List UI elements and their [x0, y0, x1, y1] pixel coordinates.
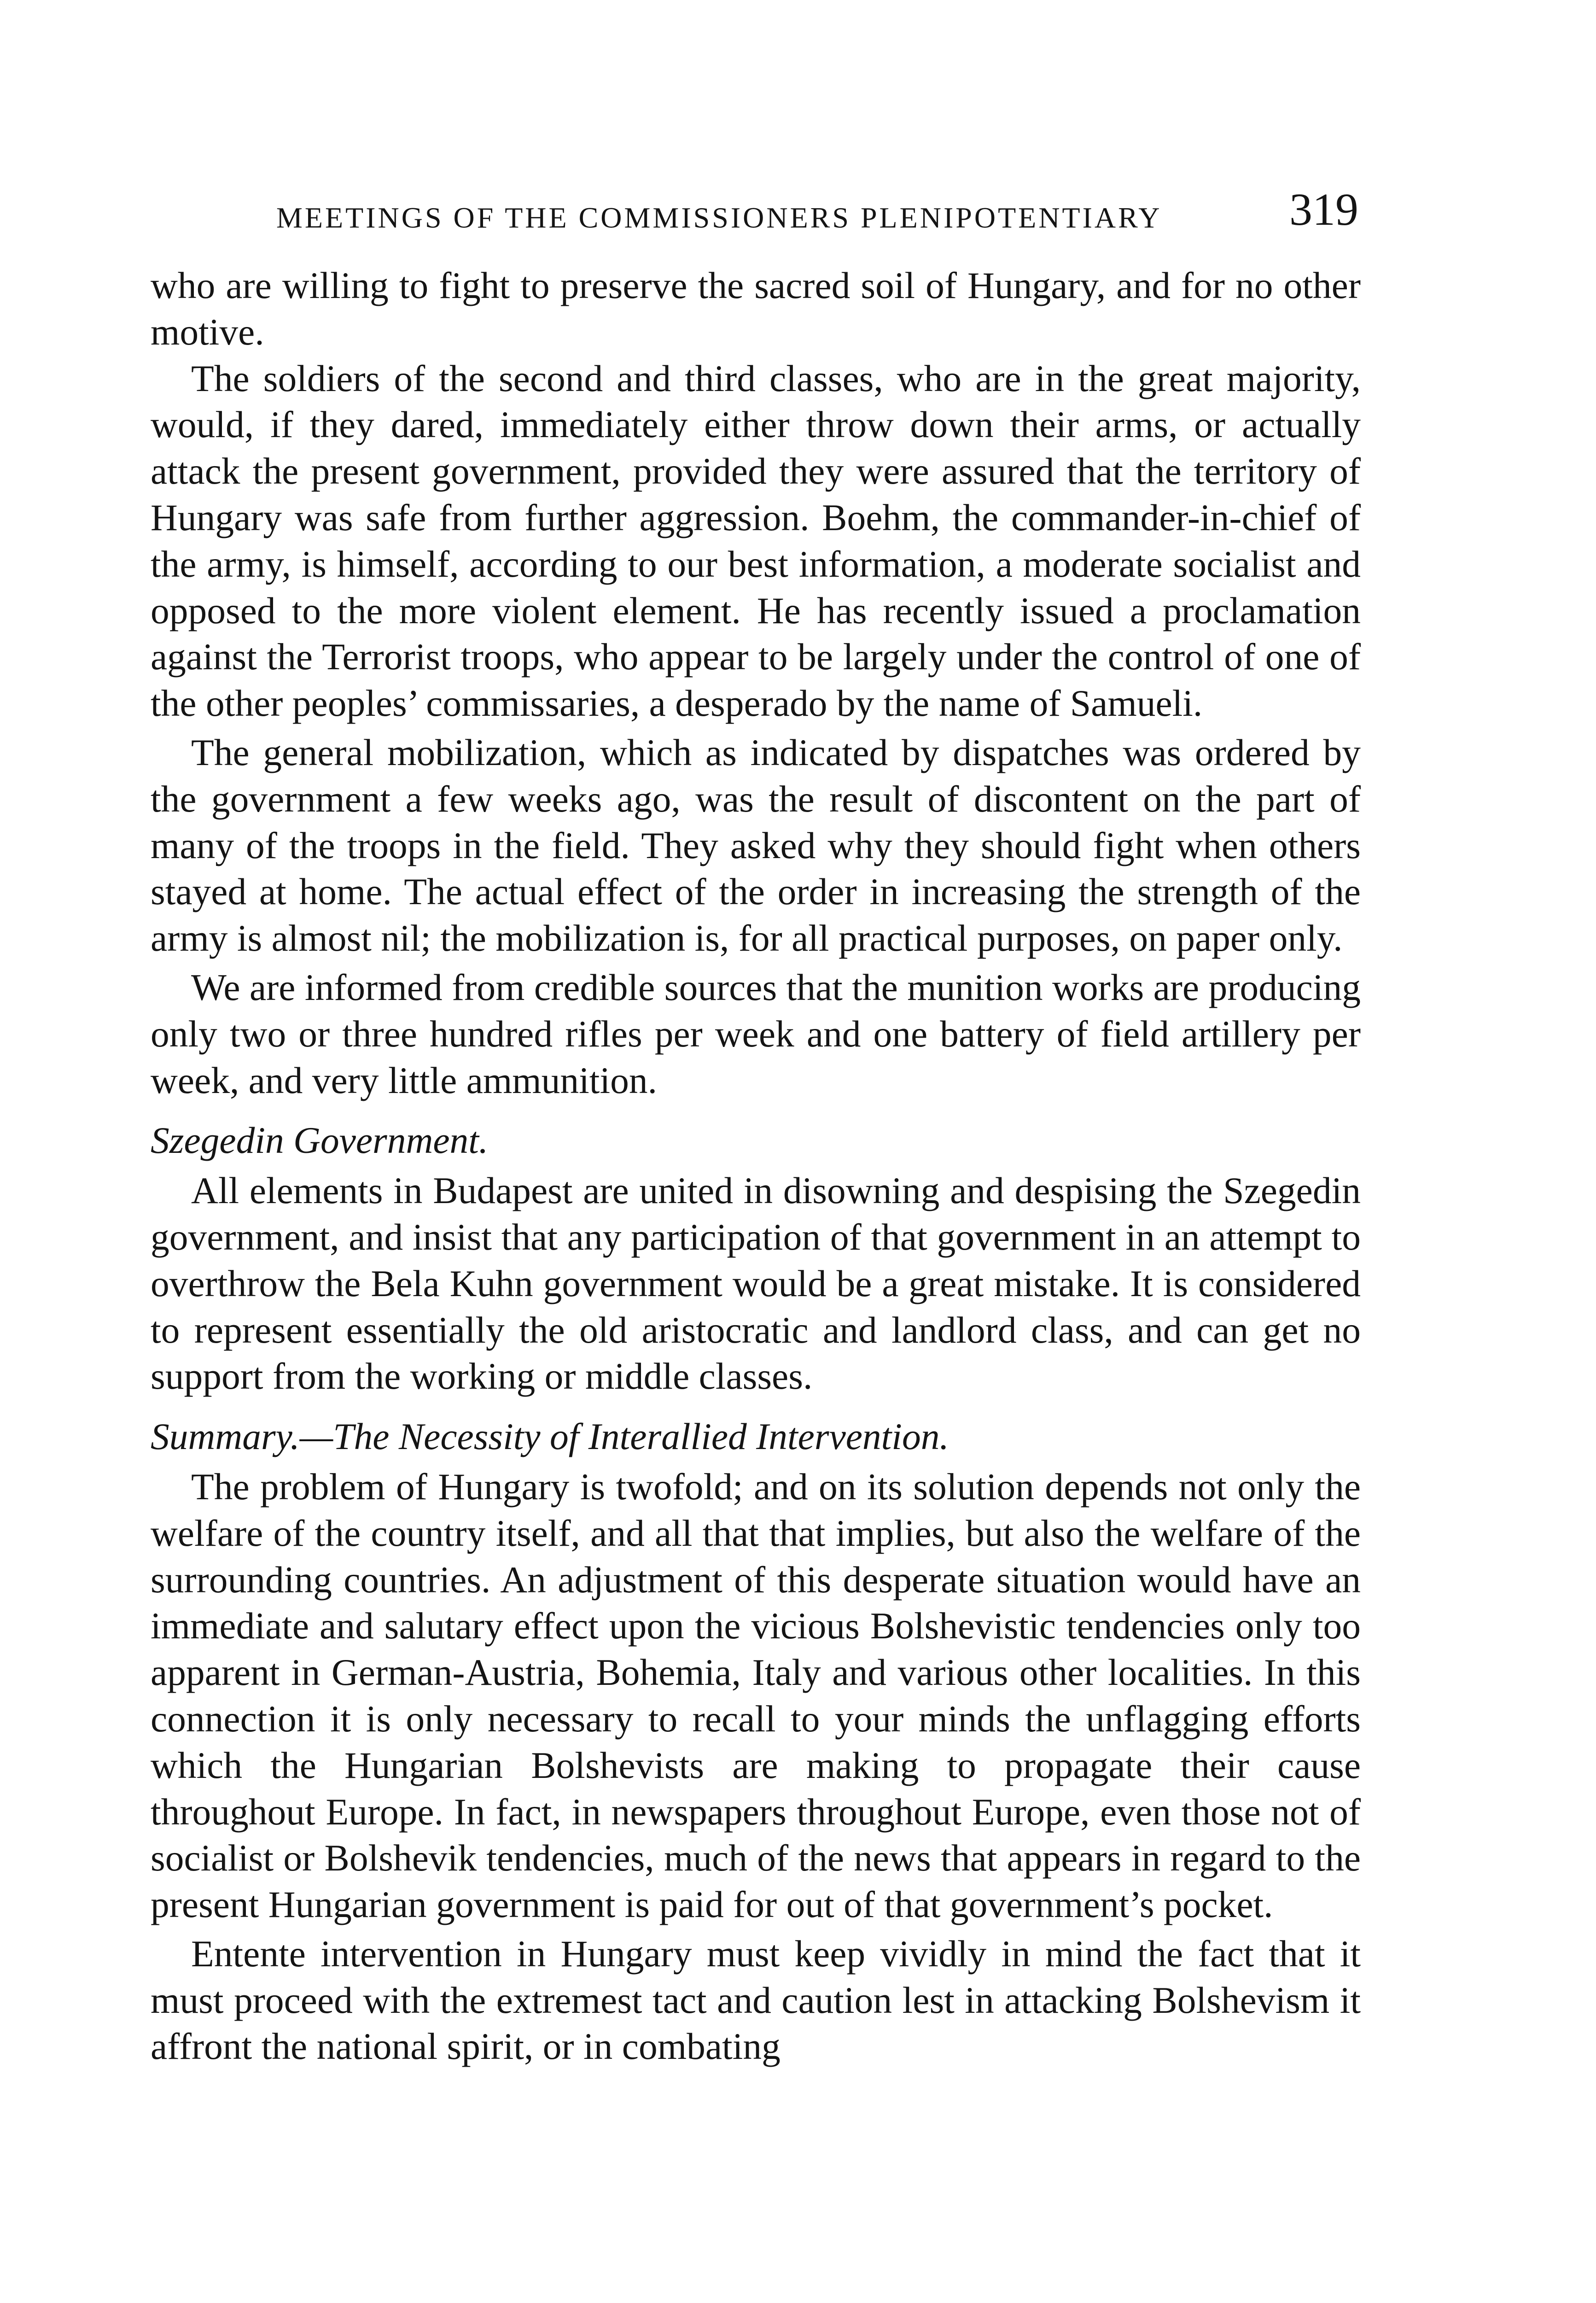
paragraph-munitions: We are informed from credible sources that the munition works are producing only two or three hundred rifles per week and one battery of field artillery per week, and very little ammunition. — [151, 966, 1361, 1101]
running-header — [272, 182, 1358, 246]
paragraph-continuation: who are willing to fight to preserve the sacred soil of Hungary, and for no other motive. — [151, 264, 1361, 353]
paragraph-summary-intervention: Entente intervention in Hungary must keep vividly in mind the fact that it must proceed with the extremest tact and caution lest in attacking Bolshevism it affront the national spirit, or in combating — [151, 1932, 1361, 2068]
paragraph-mobilization: The general mobilization, which as indicated by dispatches was ordered by the government a few weeks ago, was the result of discontent on the part of many of the troops in the field. They asked why they should fight when others stayed at home. The actual effect of the order in increasing the strength of the army is almost nil; the mobilization is, for all practical purposes, on paper only. — [151, 731, 1361, 959]
running-title: MEETINGS OF THE COMMISSIONERS PLENIPOTENTIARY — [276, 201, 1162, 234]
paragraph-soldiers: The soldiers of the second and third classes, who are in the great majority, would, if they dared, immediately either throw down their arms, or actually attack the present government, provided they were assured that the territory of Hungary was safe from further aggression. Boehm, the commander-in-chief of the army, is himself, according to our best information, a moderate socialist and opposed to the more violent element. He has recently issued a proclamation against the Terrorist troops, who appear to be largely under the control of one of the other peoples’ commissaries, a desperado by the name of Samueli. — [151, 357, 1361, 725]
page-number: 319 — [1289, 184, 1358, 235]
paragraph-szegedin: All elements in Budapest are united in disowning and despising the Szegedin government, and insist that any participation of that government in an attempt to overthrow the Bela Kuhn government would be a great mistake. It is considered to represent essentially the old aristocratic and landlord class, and can get no support from the working or middle classes. — [151, 1169, 1361, 1397]
section-heading-szegedin: Szegedin Government. — [151, 1119, 489, 1162]
section-heading-summary: Summary.—The Necessity of Interallied Intervention. — [151, 1415, 949, 1458]
paragraph-summary-problem: The problem of Hungary is twofold; and on its solution depends not only the welfare of the country itself, and all that that implies, but also the welfare of the surrounding countries. An adjustment of this desperate situation would have an immediate and salutary effect upon the vicious Bolshevistic tendencies only too apparent in German-Austria, Bohemia, Italy and various other localities. In this connection it is only necessary to recall to your minds the unflagging efforts which the Hungarian Bolshevists are making to propagate their cause throughout Europe. In fact, in newspapers throughout Europe, even those not of socialist or Bolshevik tendencies, much of the news that appears in regard to the present Hungarian government is paid for out of that government’s pocket. — [151, 1465, 1361, 1926]
body-text — [151, 263, 1361, 2070]
